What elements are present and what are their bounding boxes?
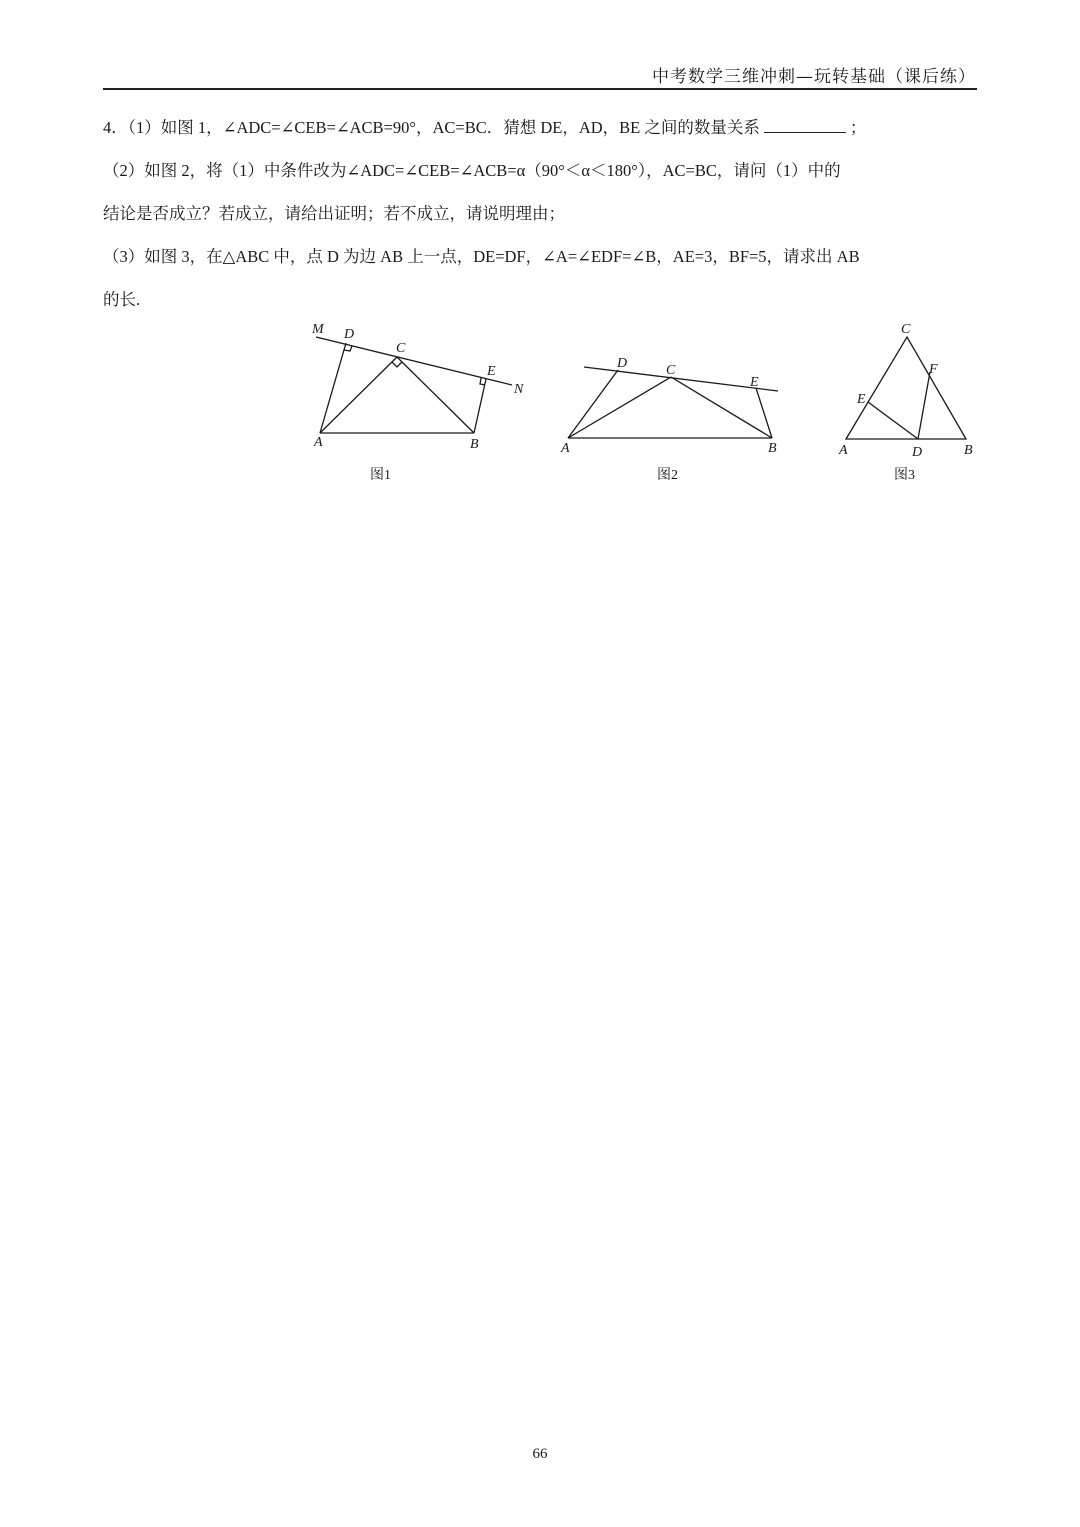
fig1-label-n: N bbox=[514, 382, 524, 397]
fig1-caption: 图1 bbox=[370, 468, 391, 483]
fig1-segment-be bbox=[474, 379, 486, 433]
fig1-label-a: A bbox=[314, 435, 323, 450]
problem-line-5: 的长. bbox=[103, 290, 141, 309]
fig2-label-c: C bbox=[666, 363, 676, 378]
fig3-label-d: D bbox=[912, 445, 923, 460]
fig3-segment-df bbox=[918, 372, 930, 439]
running-header: 中考数学三维冲刺—玩转基础（课后练） bbox=[652, 67, 976, 87]
problem-part-1-text: 4．（1）如图 1，∠ADC=∠CEB=∠ACB=90°，AC=BC．猜想 DE，AD，BE 之间的数量关系 bbox=[103, 118, 760, 137]
fig1-right-angle-c bbox=[392, 362, 402, 367]
problem-line-3: 结论是否成立？若成立，请给出证明；若不成立，请说明理由； bbox=[103, 204, 565, 223]
fig3-segment-de bbox=[868, 402, 918, 439]
fig2-label-e: E bbox=[750, 375, 759, 390]
fig3-triangle-abc bbox=[846, 337, 966, 439]
fig3-label-b: B bbox=[964, 443, 973, 458]
fig3-label-a: A bbox=[839, 443, 848, 458]
fig3-label-c: C bbox=[901, 322, 911, 337]
fig3-label-f: F bbox=[929, 362, 938, 377]
fig2-segment-ad bbox=[568, 370, 618, 438]
figures-row bbox=[300, 315, 990, 485]
fig1-segment-bc bbox=[397, 357, 474, 433]
fig1-label-d: D bbox=[344, 327, 355, 342]
fig2-label-b: B bbox=[768, 441, 777, 456]
fig3-label-e: E bbox=[857, 392, 866, 407]
fig2-label-d: D bbox=[617, 356, 628, 371]
figures-svg bbox=[300, 315, 990, 485]
fig2-segment-ac bbox=[568, 377, 671, 438]
answer-blank[interactable] bbox=[764, 118, 846, 133]
page-number: 66 bbox=[532, 1446, 548, 1462]
fig3-caption: 图3 bbox=[894, 468, 915, 483]
problem-line-2: （2）如图 2，将（1）中条件改为∠ADC=∠CEB=∠ACB=α（90°＜α＜180°），AC=BC，请问（1）中的 bbox=[103, 161, 841, 180]
fig2-line-de bbox=[584, 367, 778, 391]
fig1-label-b: B bbox=[470, 437, 479, 452]
problem-part-1-end: ； bbox=[849, 118, 867, 137]
fig1-label-m: M bbox=[312, 322, 324, 337]
fig2-caption: 图2 bbox=[657, 468, 678, 483]
fig1-label-c: C bbox=[396, 341, 406, 356]
figure-3-diagram bbox=[846, 337, 966, 439]
figure-1-diagram bbox=[316, 337, 512, 433]
problem-line-4: （3）如图 3，在△ABC 中，点 D 为边 AB 上一点，DE=DF，∠A=∠EDF=∠B，AE=3，BF=5，请求出 AB bbox=[103, 247, 860, 266]
problem-line-1 bbox=[103, 114, 976, 138]
header-rule bbox=[103, 88, 977, 90]
fig2-label-a: A bbox=[561, 441, 570, 456]
fig1-label-e: E bbox=[487, 364, 496, 379]
